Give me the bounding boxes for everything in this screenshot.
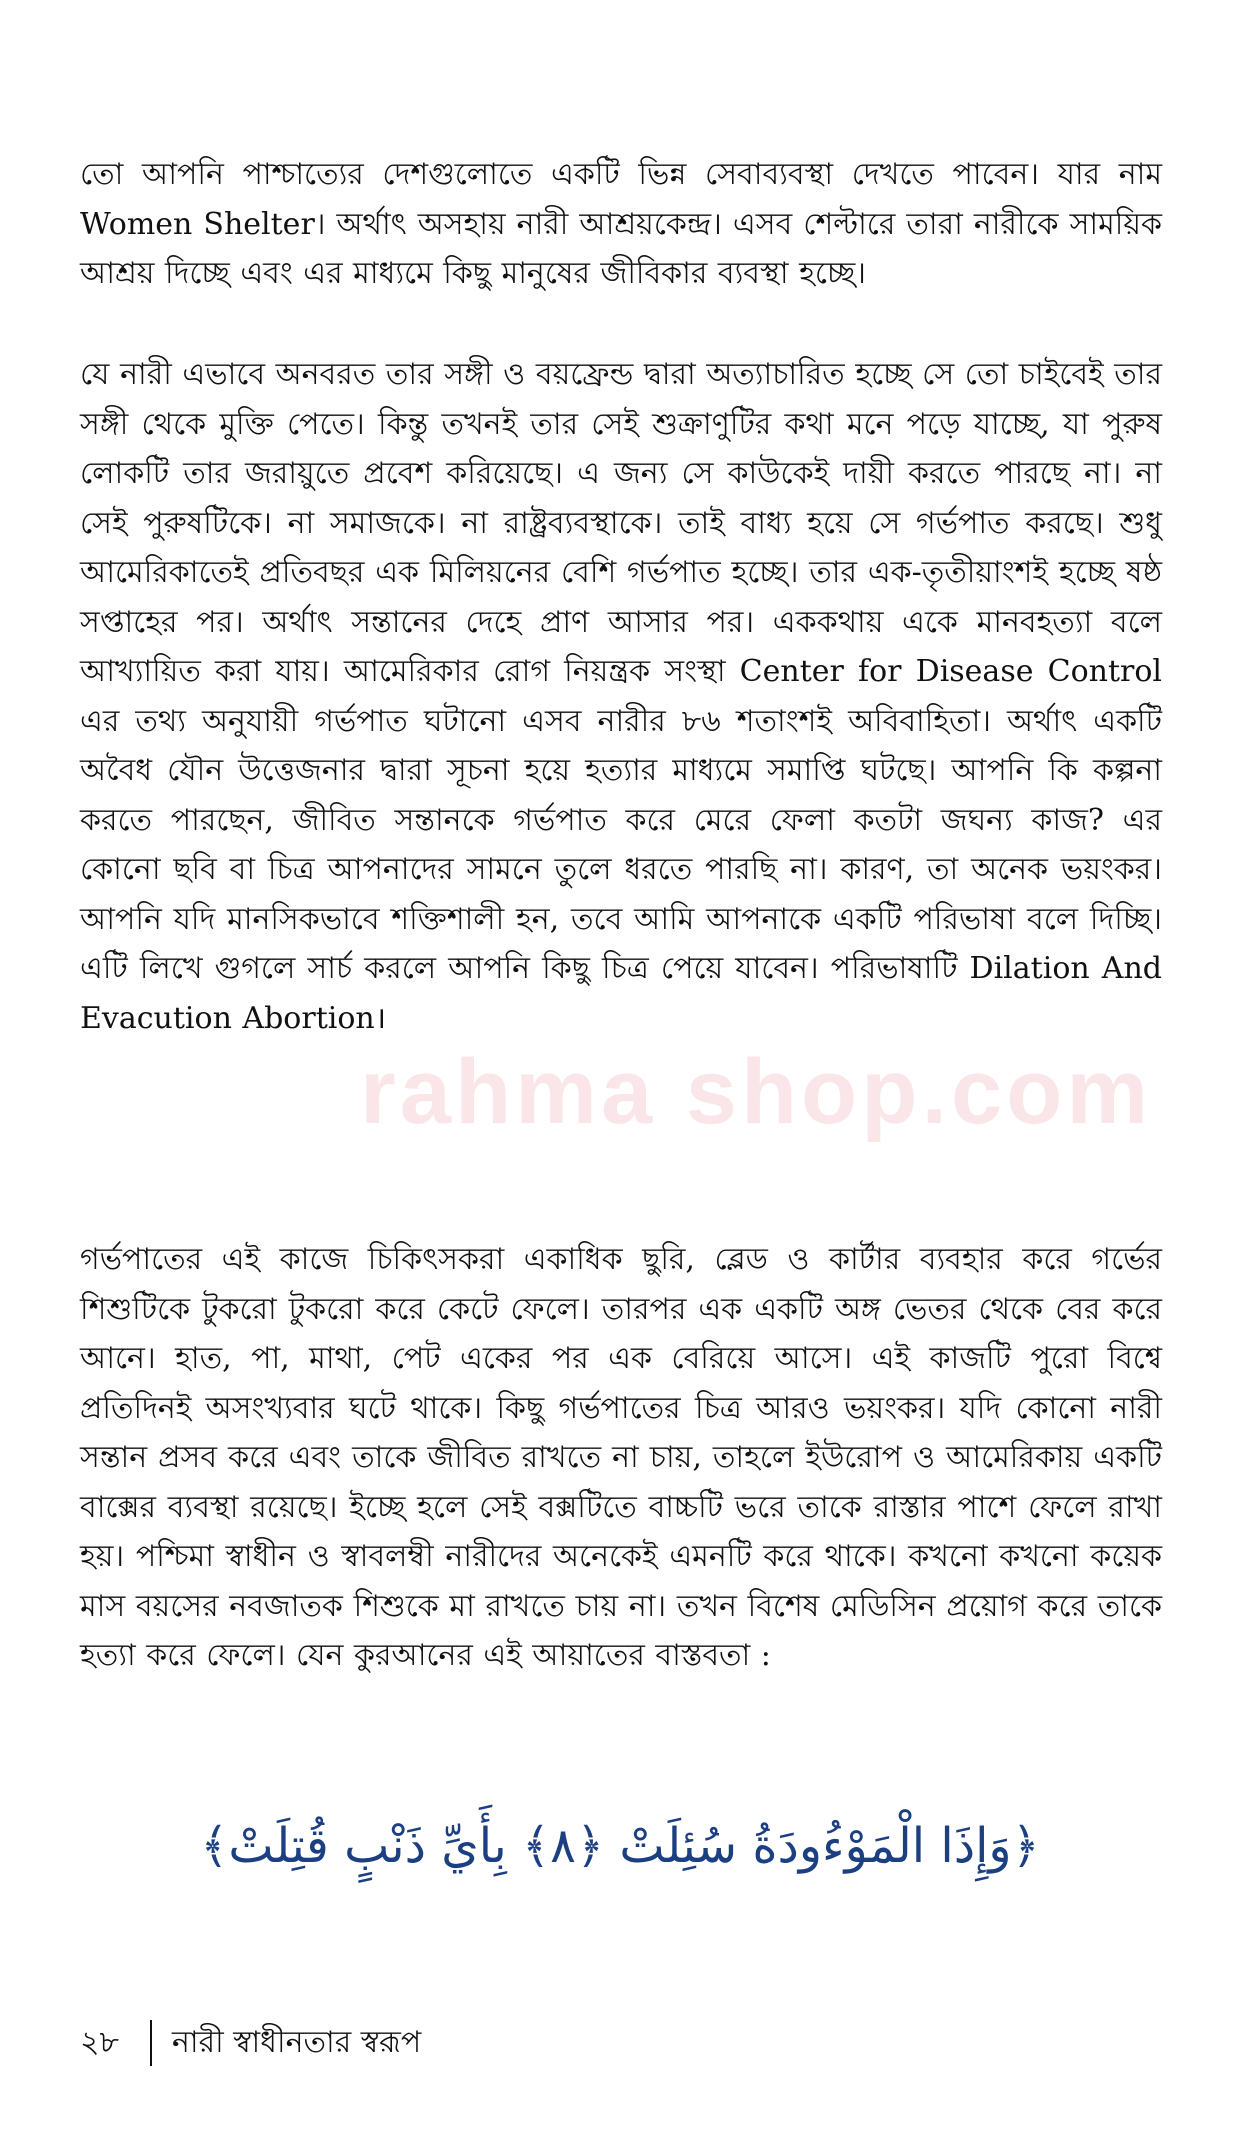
quran-verse: ﴿وَإِذَا الْمَوْءُودَةُ سُئِلَتْ ﴿٨﴾ بِأَيِّ ذَنْبٍ قُتِلَتْ﴾ xyxy=(200,1818,1040,1874)
watermark: rahma shop.com xyxy=(360,1041,1153,1143)
paragraph-abortion-procedure: গর্ভপাতের এই কাজে চিকিৎসকরা একাধিক ছুরি, ব্লেড ও কার্টার ব্যবহার করে গর্ভের শিশুটিকে টুকরো টুকরো করে কেটে ফেলে। তারপর এক একটি অঙ্গ ভেতর থেকে বের করে আনে। হাত, পা, মাথা, পেট একের পর এক বেরিয়ে আসে। এই কাজটি পুরো বিশ্বে প্রতিদিনই অসংখ্যবার ঘটে থাকে। কিছু গর্ভপাতের চিত্র আরও ভয়ংকর। যদি কোনো নারী সন্তান প্রসব করে এবং তাকে জীবিত রাখতে না চায়, তাহলে ইউরোপ ও আমেরিকায় একটি বাক্সের ব্যবস্থা রয়েছে। ইচ্ছে হলে সেই বক্সটিতে বাচ্চটি ভরে তাকে রাস্তার পাশে ফেলে রাখা হয়। পশ্চিমা স্বাধীন ও স্বাবলম্বী নারীদের অনেকেই এমনটি করে থাকে। কখনো কখনো কয়েক মাস বয়সের নবজাতক শিশুকে মা রাখতে চায় না। তখন বিশেষ মেডিসিন প্রয়োগ করে তাকে হত্যা করে ফেলে। যেন কুরআনের এই আয়াতের বাস্তবতা : xyxy=(80,1242,1162,1673)
paragraph-abortion-statistics: যে নারী এভাবে অনবরত তার সঙ্গী ও বয়ফ্রেন্ড দ্বারা অত্যাচারিত হচ্ছে সে তো চাইবেই তার সঙ্গী থেকে মুক্তি পেতে। কিন্তু তখনই তার সেই শুক্রাণুটির কথা মনে পড়ে যাচ্ছে, যা পুরুষ লোকটি তার জরায়ুতে প্রবেশ করিয়েছে। এ জন্য সে কাউকেই দায়ী করতে পারছে না। না সেই পুরুষটিকে। না সমাজকে। না রাষ্ট্রব্যবস্থাকে। তাই বাধ্য হয়ে সে গর্ভপাত করছে। শুধু আমেরিকাতেই প্রতিবছর এক মিলিয়নের বেশি গর্ভপাত হচ্ছে। তার এক-তৃতীয়াংশই হচ্ছে ষষ্ঠ সপ্তাহের পর। অর্থাৎ সন্তানের দেহে প্রাণ আসার পর। এককথায় একে মানবহত্যা বলে আখ্যায়িত করা যায়। আমেরিকার রোগ নিয়ন্ত্রক সংস্থা Center for Disease Control এর তথ্য অনুযায়ী গর্ভপাত ঘটানো এসব নারীর ৮৬ শতাংশই অবিবাহিতা। অর্থাৎ একটি অবৈধ যৌন উত্তেজনার দ্বারা সূচনা হয়ে হত্যার মাধ্যমে সমাপ্তি ঘটছে। আপনি কি কল্পনা করতে পারছেন, জীবিত সন্তানকে গর্ভপাত করে মেরে ফেলা কতটা জঘন্য কাজ? এর কোনো ছবি বা চিত্র আপনাদের সামনে তুলে ধরতে পারছি না। কারণ, তা অনেক ভয়ংকর। আপনি যদি মানসিকভাবে শক্তিশালী হন, তবে আমি আপনাকে একটি পরিভাষা বলে দিচ্ছি। এটি লিখে গুগলে সার্চ করলে আপনি কিছু চিত্র পেয়ে যাবেন। পরিভাষাটি Dilation And Evacution Abortion। xyxy=(80,357,1162,1036)
page-number: ২৮ xyxy=(80,2024,119,2060)
page-footer xyxy=(80,2018,421,2068)
footer-divider xyxy=(150,2020,152,2066)
paragraph-women-shelter: তো আপনি পাশ্চাত্যের দেশগুলোতে একটি ভিন্ন সেবাব্যবস্থা দেখতে পাবেন। যার নাম Women Shelter। অর্থাৎ অসহায় নারী আশ্রয়কেন্দ্র। এসব শেল্টারে তারা নারীকে সাময়িক আশ্রয় দিচ্ছে এবং এর মাধ্যমে কিছু মানুষের জীবিকার ব্যবস্থা হচ্ছে। xyxy=(80,157,1162,291)
running-book-title: নারী স্বাধীনতার স্বরূপ xyxy=(172,2024,422,2060)
